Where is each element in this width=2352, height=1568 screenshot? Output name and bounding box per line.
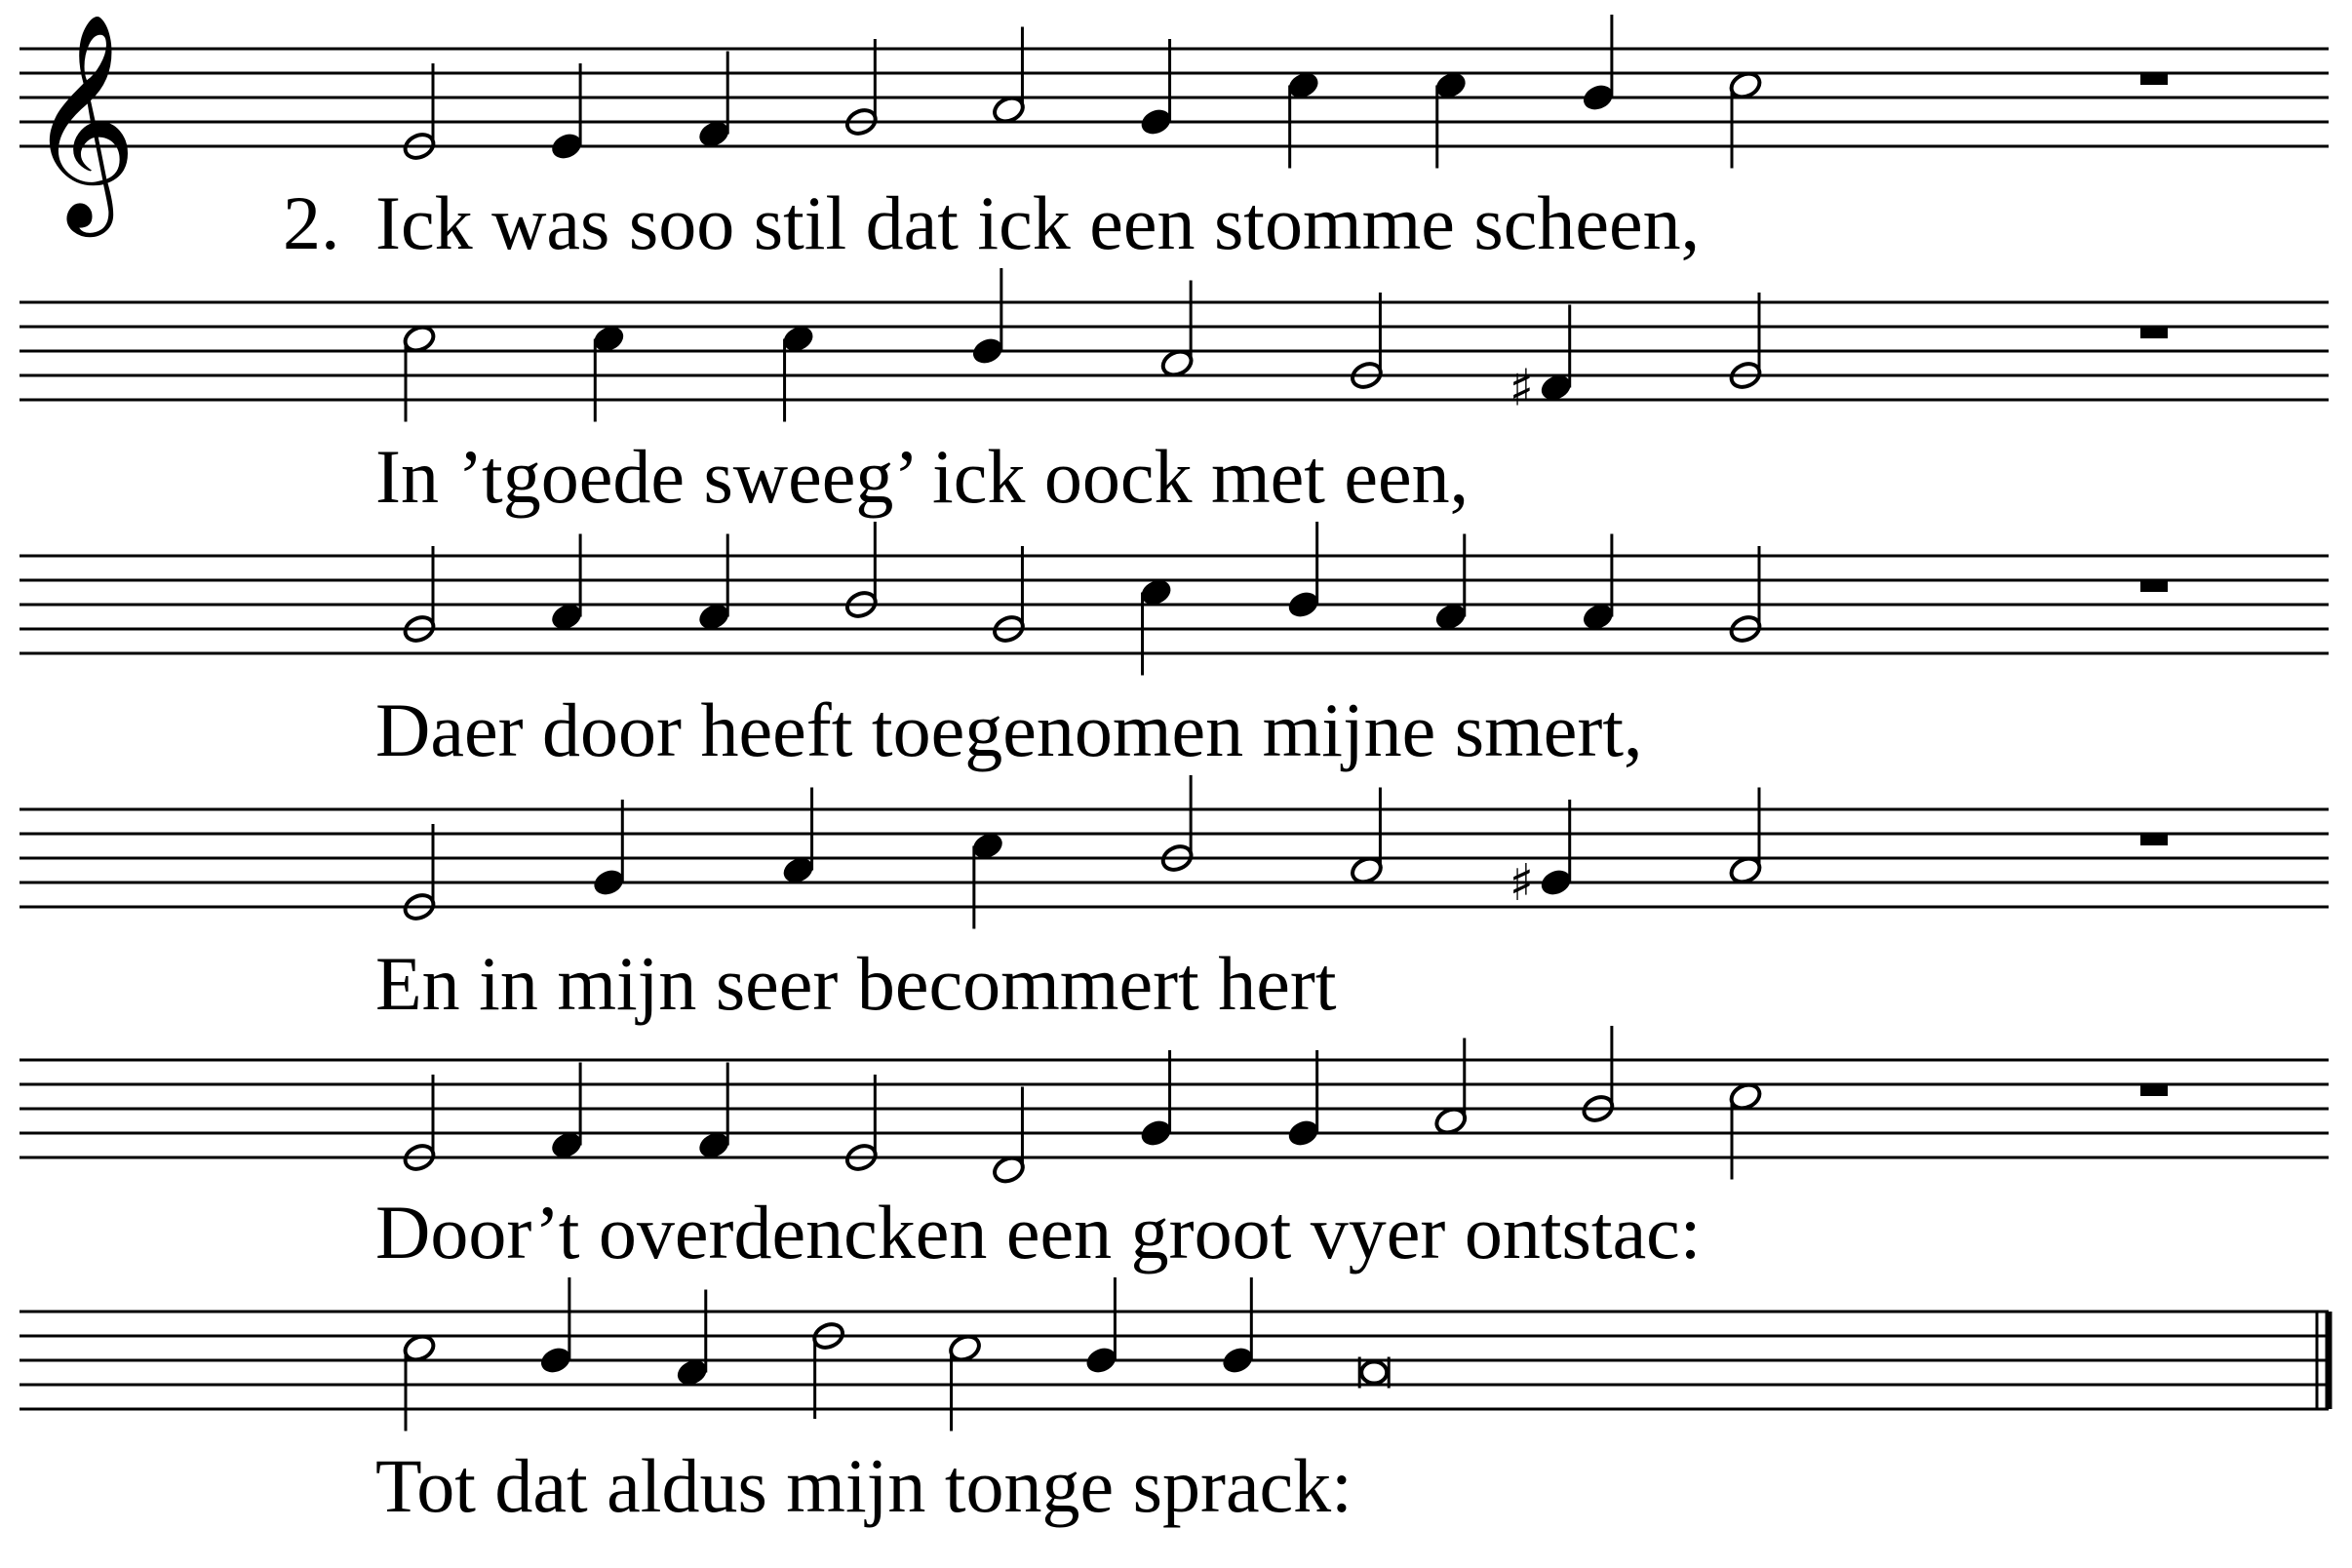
- whole-rest-icon: [2140, 73, 2168, 85]
- lyric-line-2: In ’tgoede sweeg’ ick oock met een,: [375, 434, 1470, 519]
- breve-note: [1361, 1362, 1387, 1384]
- whole-rest-icon: [2140, 834, 2168, 845]
- whole-rest-icon: [2140, 580, 2168, 592]
- lyric-line-6: Tot dat aldus mijn tonge sprack:: [375, 1443, 1352, 1528]
- verse-number: 2.: [283, 180, 340, 265]
- sharp-icon: ♯: [1509, 854, 1534, 913]
- lyric-line-5: Door’t overdencken een groot vyer ontstac:: [375, 1190, 1702, 1274]
- whole-rest-icon: [2140, 1084, 2168, 1096]
- lyric-line-3: Daer door heeft toegenomen mijne smert,: [375, 687, 1643, 772]
- sharp-icon: ♯: [1509, 359, 1534, 418]
- lyric-line-4: En in mijn seer becommert hert: [375, 941, 1337, 1026]
- lyric-line-1: Ick was soo stil dat ick een stomme scheen,: [375, 180, 1701, 265]
- whole-rest-icon: [2140, 327, 2168, 338]
- treble-clef-icon: 𝄞: [27, 12, 137, 227]
